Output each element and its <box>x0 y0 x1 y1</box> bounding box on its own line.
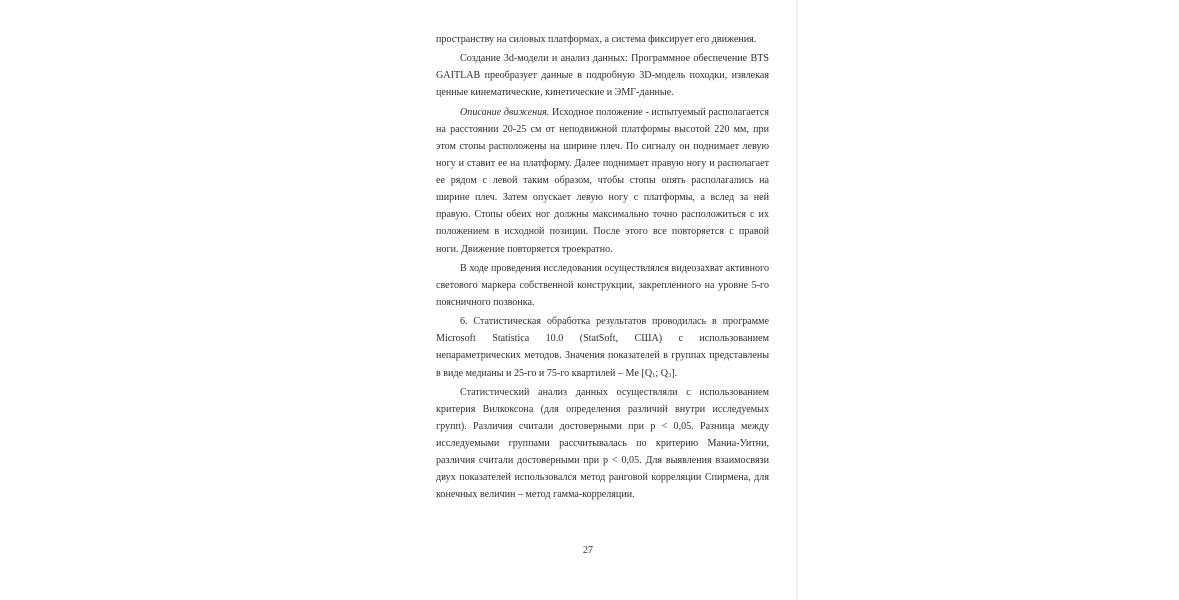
paragraph-movement-description <box>436 104 769 258</box>
paragraph-statistics <box>436 313 769 381</box>
page-number: 27 <box>583 545 593 556</box>
statistics-text-middle: ; Q <box>655 367 668 379</box>
statistics-text-after: ]. <box>671 367 678 379</box>
paragraph-continuation: пространству на силовых платформах, а система фиксирует его движения. <box>436 34 757 45</box>
paragraph-lead-italic: Описание движения. <box>460 106 550 118</box>
page-body <box>436 31 769 506</box>
quartile-subscript-1: 1 <box>652 371 656 379</box>
paragraph-3d-model: Создание 3d-модели и анализ данных: Программное обеспечение BTS GAITLAB преобразует данные в подробную 3D-модель походки, извлекая ценные кинематические, кинетические и ЭМГ-данные. <box>436 53 769 99</box>
statistics-text-before: 6. Статистическая обработка результатов проводилась в программе Microsoft Statistica 10.0 (StatSoft, США) с использованием непараметрических методов. Значения показателей в группах представлены в виде медианы и 25-го и 75-го квартилей – Me [Q <box>436 316 769 379</box>
paragraph-video-capture: В ходе проведения исследования осуществлялся видеозахват активного светового маркера собственной конструкции, закрепленного на уровне 5-го поясничного позвонка. <box>436 262 769 308</box>
paragraph-statistical-analysis: Статистический анализ данных осуществляли с использованием критерия Вилкоксона (для определения различий внутри исследуемых групп). Различия считали достоверными при p < 0,05. Разница между исследуемыми группами рассчитывалась по критерию Манна-Уитни, различия считали достоверными при p < 0,05. Для выявления взаимосвязи двух показателей использовался метод ранговой корреляции Спирмена, для конечных величин – метод гамма-корреляции. <box>436 386 769 501</box>
quartile-subscript-3: 3 <box>668 371 672 379</box>
paragraph-movement-text: Исходное положение - испытуемый располагается на расстоянии 20-25 см от неподвижной платформы высотой 220 мм, при этом стопы расположены на ширине плеч. По сигналу он поднимает левую ногу и ставит ее на платформу. Далее поднимает правую ногу и располагает ее рядом с левой таким образом, чтобы стопы опять располагались на ширине плеч. Затем опускает левую ногу с платформы, а вслед за ней правую. Стопы обеих ног должны максимально точно расположиться с их положением в исходной позиции. После этого все повторяется с правой ноги. Движение повторяется троекратно. <box>436 106 769 255</box>
document-page <box>380 0 797 600</box>
